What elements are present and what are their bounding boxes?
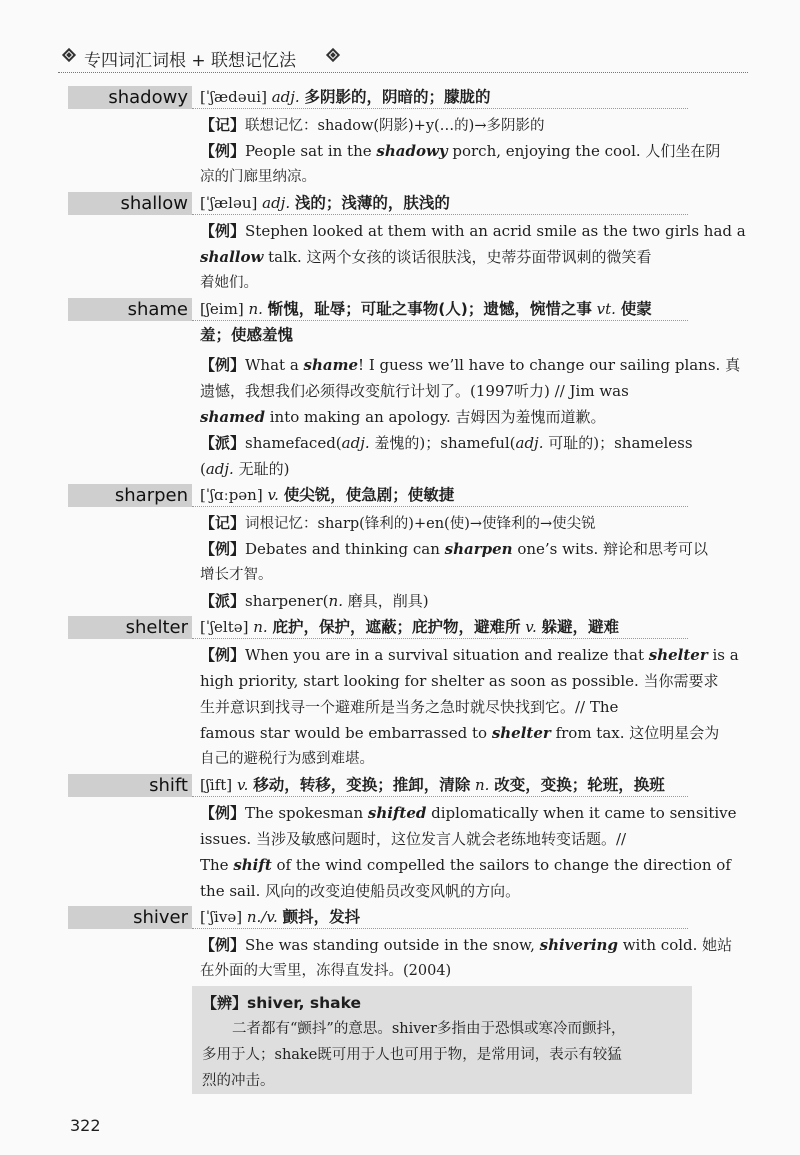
definition-line: 羞；使感羞愧 bbox=[200, 326, 294, 344]
example-line bbox=[200, 800, 737, 826]
example-text: with cold. 她站 bbox=[617, 936, 733, 954]
example-line bbox=[200, 244, 690, 270]
definition: 多阴影的，阴暗的；朦胧的 bbox=[304, 88, 491, 106]
example-text: famous star would be embarrassed to bbox=[200, 724, 492, 742]
headword: shift bbox=[149, 775, 188, 796]
example-line bbox=[200, 138, 721, 164]
derivative-text: 羞愧的)；shameful( bbox=[369, 434, 516, 452]
definition-line bbox=[200, 190, 690, 216]
example-text: talk. 这两个女孩的谈话很肤浅，史蒂芬面带讽刺的微笑看 bbox=[263, 248, 652, 266]
memory-line bbox=[200, 510, 690, 537]
example-line bbox=[200, 642, 739, 668]
derivative-text: ( bbox=[200, 460, 206, 478]
distinction-title: shiver, shake bbox=[247, 994, 361, 1012]
header-title: 专四词汇词根 + 联想记忆法 bbox=[84, 51, 297, 71]
example-keyword: shelter bbox=[648, 646, 708, 664]
example-text: of the wind compelled the sailors to change the direction of bbox=[271, 856, 731, 874]
definition-line bbox=[200, 772, 690, 798]
example-keyword: shift bbox=[233, 856, 272, 874]
example-line: 在外面的大雪里，冻得直发抖。(2004) bbox=[200, 963, 452, 979]
definition: 浅的；浅薄的，肤浅的 bbox=[294, 194, 450, 212]
definition: 躲避，避难 bbox=[541, 618, 620, 636]
definition-line bbox=[200, 84, 690, 110]
example-line bbox=[200, 720, 720, 746]
example-keyword: sharpen bbox=[444, 540, 513, 558]
definition: 使蒙 bbox=[620, 300, 652, 318]
tag-pai: 【派】 bbox=[200, 592, 246, 610]
example-text: into making an apology. 吉姆因为羞愧而道歉。 bbox=[264, 408, 606, 426]
example-keyword: shallow bbox=[200, 248, 264, 266]
part-of-speech: adj. bbox=[341, 434, 370, 452]
example-text: one’s wits. 辩论和思考可以 bbox=[512, 540, 709, 558]
example-line: 生并意识到找寻一个避难所是当务之急时就尽快找到它。// The bbox=[200, 698, 619, 716]
tag-li: 【例】 bbox=[200, 936, 246, 954]
memory-line bbox=[200, 112, 690, 139]
headword: shallow bbox=[120, 193, 188, 214]
definition: 使尖锐，使急剧；使敏捷 bbox=[283, 486, 455, 504]
example-text: Stephen looked at them with an acrid smile as the two girls had a bbox=[245, 222, 746, 240]
headword: sharpen bbox=[114, 485, 188, 506]
example-text: She was standing outside in the snow, bbox=[245, 936, 540, 954]
definition-line bbox=[200, 904, 690, 930]
part-of-speech: v. bbox=[267, 486, 279, 504]
phonetic: [ʃeim] bbox=[200, 300, 244, 318]
headword: shame bbox=[127, 299, 188, 320]
example-keyword: shadowy bbox=[376, 142, 448, 160]
example-keyword: shamed bbox=[200, 408, 265, 426]
part-of-speech: v. bbox=[525, 618, 537, 636]
example-line: 凉的门廊里纳凉。 bbox=[200, 169, 316, 185]
example-text: The bbox=[200, 856, 234, 874]
definition: 改变，变换；轮班，换班 bbox=[494, 776, 665, 794]
page-number: 322 bbox=[70, 1116, 101, 1135]
example-line: 自己的避税行为感到难堪。 bbox=[200, 751, 374, 767]
part-of-speech: n. bbox=[253, 618, 268, 636]
headword: shadowy bbox=[108, 87, 188, 108]
distinction-box bbox=[192, 986, 692, 1094]
phonetic: [ˈʃædəui] bbox=[200, 88, 267, 106]
derivative-line bbox=[200, 430, 693, 456]
example-keyword: shelter bbox=[491, 724, 551, 742]
part-of-speech: adj. bbox=[515, 434, 544, 452]
part-of-speech: n. bbox=[248, 300, 263, 318]
page-header bbox=[58, 42, 748, 73]
headword: shiver bbox=[133, 907, 188, 928]
derivative-line bbox=[200, 456, 690, 482]
tag-li: 【例】 bbox=[200, 356, 246, 374]
phonetic: [ˈʃivə] bbox=[200, 908, 243, 926]
tag-li: 【例】 bbox=[200, 222, 246, 240]
definition: 移动，转移，变换；推卸，清除 bbox=[253, 776, 471, 794]
headword: shelter bbox=[125, 617, 188, 638]
tag-li: 【例】 bbox=[200, 646, 246, 664]
definition: 颤抖，发抖 bbox=[282, 908, 361, 926]
example-keyword: shivering bbox=[539, 936, 618, 954]
example-text: porch, enjoying the cool. 人们坐在阴 bbox=[447, 142, 721, 160]
derivative-text: shamefaced( bbox=[245, 434, 342, 452]
tag-li: 【例】 bbox=[200, 142, 246, 160]
example-line: 着她们。 bbox=[200, 275, 258, 291]
phonetic: [ʃift] bbox=[200, 776, 233, 794]
example-text: Debates and thinking can bbox=[245, 540, 445, 558]
example-line bbox=[200, 404, 690, 430]
distinction-title-line bbox=[202, 990, 692, 1016]
phonetic: [ˈʃeltə] bbox=[200, 618, 249, 636]
part-of-speech: n./v. bbox=[246, 908, 278, 926]
definition: 庇护，保护，遮蔽；庇护物，避难所 bbox=[272, 618, 521, 636]
part-of-speech: adj. bbox=[205, 460, 234, 478]
example-line: 遗憾，我想我们必须得改变航行计划了。(1997听力) // Jim was bbox=[200, 382, 629, 400]
diamond-left-icon bbox=[62, 48, 76, 62]
tag-li: 【例】 bbox=[200, 804, 246, 822]
example-keyword: shifted bbox=[367, 804, 427, 822]
example-line: 增长才智。 bbox=[200, 567, 273, 583]
part-of-speech: adj. bbox=[271, 88, 300, 106]
part-of-speech: vt. bbox=[596, 300, 616, 318]
distinction-text: 二者都有“颤抖”的意思。shiver多指由于恐惧或寒冷而颤抖， bbox=[232, 1021, 626, 1037]
example-line bbox=[200, 352, 741, 378]
example-text: People sat in the bbox=[245, 142, 377, 160]
derivative-line bbox=[200, 588, 690, 614]
example-line: issues. 当涉及敏感问题时，这位发言人就会老练地转变话题。// bbox=[200, 830, 627, 848]
derivative-text: 无耻的) bbox=[233, 460, 290, 478]
example-text: ! I guess we’ll have to change our sailing plans. 真 bbox=[358, 356, 741, 374]
part-of-speech: n. bbox=[328, 592, 343, 610]
part-of-speech: v. bbox=[236, 776, 249, 794]
tag-ji: 【记】 bbox=[200, 116, 246, 134]
definition: 惭愧，耻辱；可耻之事物(人)；遗憾，惋惜之事 bbox=[267, 300, 592, 318]
tag-bian: 【辨】 bbox=[202, 994, 248, 1012]
memory-text: 词根记忆：sharp(锋利的)+en(使)→使锋利的→使尖锐 bbox=[245, 516, 596, 532]
example-text: When you are in a survival situation and realize that bbox=[245, 646, 649, 664]
tag-li: 【例】 bbox=[200, 540, 246, 558]
phonetic: [ˈʃɑːpən] bbox=[200, 486, 263, 504]
definition-line bbox=[200, 296, 690, 322]
example-line bbox=[200, 218, 746, 244]
derivative-text: 磨具，削具) bbox=[342, 592, 429, 610]
derivative-text: 可耻的)；shameless bbox=[543, 434, 693, 452]
part-of-speech: adj. bbox=[262, 194, 291, 212]
example-text: What a bbox=[245, 356, 304, 374]
distinction-text: 多用于人；shake既可用于人也可用于物，是常用词，表示有较猛 bbox=[202, 1047, 622, 1063]
derivative-text: sharpener( bbox=[245, 592, 329, 610]
example-line: the sail. 风向的改变迫使船员改变风帆的方向。 bbox=[200, 882, 521, 900]
example-line: high priority, start looking for shelter as soon as possible. 当你需要求 bbox=[200, 672, 719, 690]
definition-line bbox=[200, 614, 690, 640]
example-text: diplomatically when it came to sensitive bbox=[426, 804, 737, 822]
example-text: from tax. 这位明星会为 bbox=[550, 724, 720, 742]
definition-line bbox=[200, 482, 690, 508]
example-line bbox=[200, 932, 733, 958]
part-of-speech: n. bbox=[474, 776, 490, 794]
example-text: The spokesman bbox=[245, 804, 368, 822]
tag-pai: 【派】 bbox=[200, 434, 246, 452]
example-line bbox=[200, 852, 731, 878]
tag-ji: 【记】 bbox=[200, 514, 246, 532]
example-keyword: shame bbox=[303, 356, 359, 374]
distinction-text: 烈的冲击。 bbox=[202, 1073, 275, 1089]
example-line bbox=[200, 536, 709, 562]
diamond-right-icon bbox=[326, 48, 340, 62]
phonetic: [ˈʃæləu] bbox=[200, 194, 258, 212]
example-text: is a bbox=[707, 646, 739, 664]
memory-text: 联想记忆：shadow(阴影)+y(…的)→多阴影的 bbox=[245, 118, 545, 134]
